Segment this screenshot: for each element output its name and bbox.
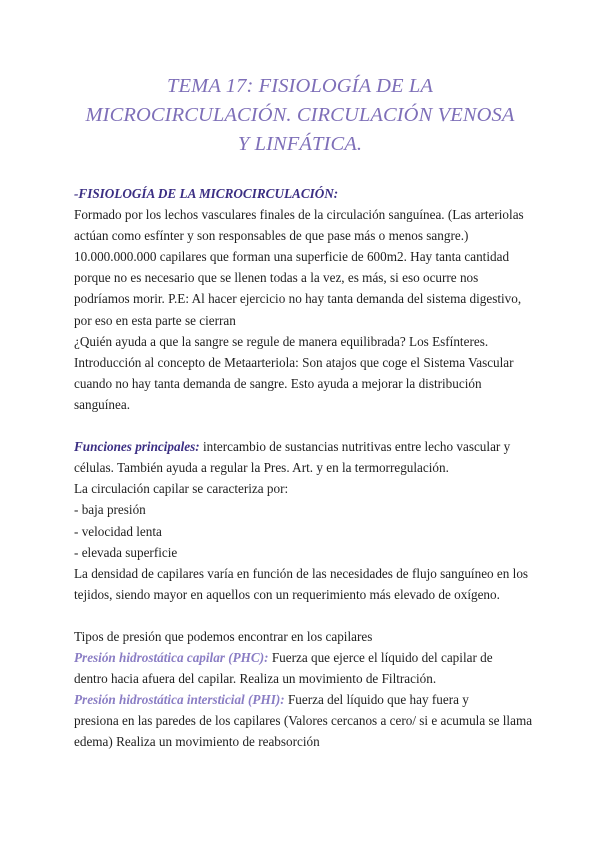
paragraph-line: sanguínea. xyxy=(74,396,131,412)
paragraph-line: células. También ayuda a regular la Pres. Art. y en la termorregulación. xyxy=(74,460,449,476)
paragraph-line: La densidad de capilares varía en función de las necesidades de flujo sanguíneo en los xyxy=(74,565,529,581)
phi-text: Fuerza del líquido que hay fuera y xyxy=(284,692,469,708)
paragraph-line: Formado por los lechos vasculares finales de la circulación sanguínea. (Las arteriolas xyxy=(74,207,524,223)
paragraph-line: ¿Quién ayuda a que la sangre se regule de manera equilibrada? Los Esfínteres. xyxy=(74,333,489,349)
paragraph-line: tejidos, siendo mayor en aquellos con un requerimiento más elevado de oxígeno. xyxy=(74,586,500,602)
functions-line xyxy=(74,436,544,457)
paragraph-line: presiona en las paredes de los capilares (Valores cercanos a cero/ si e acumula se llama xyxy=(74,713,533,729)
paragraph-line: La circulación capilar se caracteriza por: xyxy=(74,481,289,497)
paragraph-line: dentro hacia afuera del capilar. Realiza un movimiento de Filtración. xyxy=(74,671,437,687)
list-item: - baja presión xyxy=(74,502,146,518)
section-heading-microcirculation: -FISIOLOGÍA DE LA MICROCIRCULACIÓN: xyxy=(74,186,339,201)
title-line: MICROCIRCULACIÓN. CIRCULACIÓN VENOSA xyxy=(85,104,515,126)
spacer xyxy=(74,415,544,436)
paragraph-line: edema) Realiza un movimiento de reabsorción xyxy=(74,734,320,750)
phc-text: Fuerza que ejerce el líquido del capilar de xyxy=(268,650,493,666)
phi-heading: Presión hidrostática intersticial (PHI): xyxy=(74,692,285,708)
functions-text: intercambio de sustancias nutritivas entre lecho vascular y xyxy=(199,439,511,455)
paragraph-line: por eso en esta parte se cierran xyxy=(74,312,236,328)
paragraph-line: porque no es necesario que se llenen todas a la vez, es más, si eso ocurre nos xyxy=(74,270,479,286)
paragraph-line: actúan como esfínter y son responsables de que pase más o menos sangre.) xyxy=(74,228,469,244)
paragraph-line: Tipos de presión que podemos encontrar en los capilares xyxy=(74,628,373,644)
spacer xyxy=(74,605,544,626)
phc-heading: Presión hidrostática capilar (PHC): xyxy=(74,650,269,666)
document-title xyxy=(40,72,560,159)
list-item: - velocidad lenta xyxy=(74,523,162,539)
document-body xyxy=(74,183,544,753)
paragraph-line: 10.000.000.000 capilares que forman una superficie de 600m2. Hay tanta cantidad xyxy=(74,249,510,265)
phc-line xyxy=(74,647,544,668)
list-item: - elevada superficie xyxy=(74,544,178,560)
paragraph-line: Introducción al concepto de Metaarteriola: Son atajos que coge el Sistema Vascular xyxy=(74,354,514,370)
paragraph-line: podríamos morir. P.E: Al hacer ejercicio no hay tanta demanda del sistema digestivo, xyxy=(74,291,522,307)
phi-line xyxy=(74,689,544,710)
paragraph-line: cuando no hay tanta demanda de sangre. Esto ayuda a mejorar la distribución xyxy=(74,375,482,391)
title-line: TEMA 17: FISIOLOGÍA DE LA xyxy=(167,75,433,97)
functions-heading: Funciones principales: xyxy=(74,439,200,455)
title-line: Y LINFÁTICA. xyxy=(237,133,363,155)
